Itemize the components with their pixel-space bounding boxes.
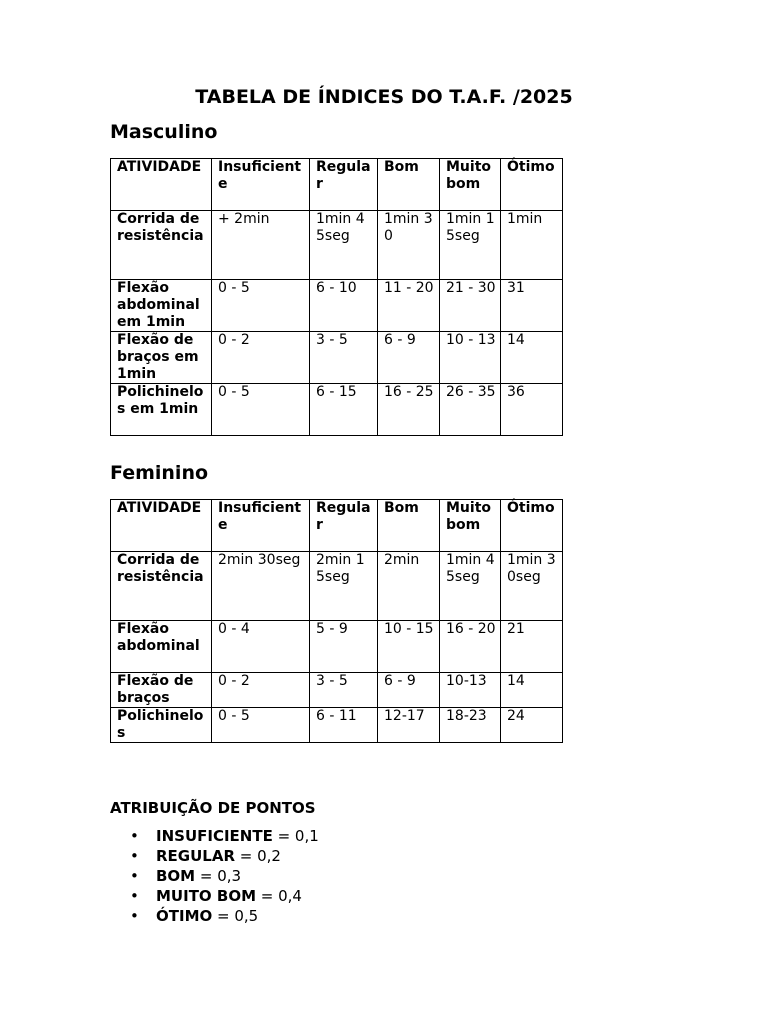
index-cell: 5 - 9: [310, 621, 378, 673]
index-cell: 3 - 5: [310, 673, 378, 708]
index-cell: 14: [501, 673, 563, 708]
points-level-label: ÓTIMO: [156, 907, 213, 925]
index-cell: 1min 45seg: [310, 211, 378, 280]
index-cell: 21: [501, 621, 563, 673]
points-level-label: BOM: [156, 867, 196, 885]
points-item: [110, 826, 319, 846]
activity-cell: Flexão de braços em 1min: [111, 332, 212, 384]
points-value: = 0,4: [256, 887, 302, 905]
column-header: Bom: [378, 159, 440, 211]
activity-cell: Flexão abdominal: [111, 621, 212, 673]
points-level-label: REGULAR: [156, 847, 236, 865]
column-header: Bom: [378, 500, 440, 552]
index-cell: 6 - 9: [378, 332, 440, 384]
index-cell: 3 - 5: [310, 332, 378, 384]
index-cell: 1min: [501, 211, 563, 280]
table-header-row: [111, 500, 563, 552]
index-cell: 24: [501, 708, 563, 743]
index-cell: 31: [501, 280, 563, 332]
index-cell: 10-13: [440, 673, 501, 708]
table-row: [111, 673, 563, 708]
points-item: [110, 886, 319, 906]
index-cell: 6 - 15: [310, 384, 378, 436]
table-row: [111, 708, 563, 743]
points-item: [110, 846, 319, 866]
column-header: Muito bom: [440, 159, 501, 211]
points-value: = 0,2: [235, 847, 281, 865]
index-cell: 18-23: [440, 708, 501, 743]
activity-cell: Corrida de resistência: [111, 552, 212, 621]
index-cell: 16 - 25: [378, 384, 440, 436]
index-cell: 2min 30seg: [212, 552, 310, 621]
index-cell: 0 - 4: [212, 621, 310, 673]
table-row: [111, 332, 563, 384]
index-cell: 1min 15seg: [440, 211, 501, 280]
activity-cell: Flexão abdominal em 1min: [111, 280, 212, 332]
table-feminino: [110, 499, 563, 743]
index-cell: 16 - 20: [440, 621, 501, 673]
index-cell: 1min 45seg: [440, 552, 501, 621]
activity-cell: Corrida de resistência: [111, 211, 212, 280]
page-title: TABELA DE ÍNDICES DO T.A.F. /2025: [195, 86, 573, 108]
index-cell: + 2min: [212, 211, 310, 280]
activity-cell: Flexão de braços: [111, 673, 212, 708]
column-header: Regular: [310, 500, 378, 552]
index-cell: 0 - 5: [212, 280, 310, 332]
index-cell: 0 - 5: [212, 708, 310, 743]
column-header: Insuficiente: [212, 500, 310, 552]
index-cell: 21 - 30: [440, 280, 501, 332]
index-cell: 0 - 2: [212, 673, 310, 708]
index-cell: 26 - 35: [440, 384, 501, 436]
bullet-icon: •: [130, 907, 139, 925]
index-cell: 0 - 5: [212, 384, 310, 436]
points-level-label: MUITO BOM: [156, 887, 257, 905]
table-row: [111, 280, 563, 332]
index-cell: 14: [501, 332, 563, 384]
bullet-icon: •: [130, 887, 139, 905]
index-cell: 1min 30: [378, 211, 440, 280]
table-row: [111, 621, 563, 673]
column-header: ATIVIDADE: [111, 500, 212, 552]
index-cell: 2min: [378, 552, 440, 621]
points-item: [110, 866, 319, 886]
index-cell: 6 - 10: [310, 280, 378, 332]
index-cell: 6 - 11: [310, 708, 378, 743]
index-cell: 6 - 9: [378, 673, 440, 708]
column-header: Regular: [310, 159, 378, 211]
table-row: [111, 211, 563, 280]
points-item: [110, 906, 319, 926]
section-heading-feminino: Feminino: [110, 462, 209, 484]
bullet-icon: •: [130, 867, 139, 885]
index-cell: 36: [501, 384, 563, 436]
table-row: [111, 384, 563, 436]
index-cell: 11 - 20: [378, 280, 440, 332]
table-row: [111, 552, 563, 621]
index-cell: 10 - 13: [440, 332, 501, 384]
column-header: Muito bom: [440, 500, 501, 552]
table-header-row: [111, 159, 563, 211]
index-cell: 2min 15seg: [310, 552, 378, 621]
index-cell: 12-17: [378, 708, 440, 743]
column-header: Insuficiente: [212, 159, 310, 211]
points-value: = 0,5: [212, 907, 259, 925]
column-header: ATIVIDADE: [111, 159, 212, 211]
activity-cell: Polichinelos: [111, 708, 212, 743]
bullet-icon: •: [130, 827, 139, 845]
points-value: = 0,1: [272, 827, 319, 845]
points-list: [110, 826, 319, 926]
index-cell: 10 - 15: [378, 621, 440, 673]
index-cell: 0 - 2: [212, 332, 310, 384]
points-level-label: INSUFICIENTE: [156, 827, 273, 845]
column-header: Ótimo: [501, 500, 563, 552]
table-masculino: [110, 158, 563, 436]
activity-cell: Polichinelos em 1min: [111, 384, 212, 436]
points-heading: ATRIBUIÇÃO DE PONTOS: [110, 799, 316, 817]
column-header: Ótimo: [501, 159, 563, 211]
section-heading-masculino: Masculino: [110, 121, 218, 143]
bullet-icon: •: [130, 847, 139, 865]
points-value: = 0,3: [195, 867, 242, 885]
index-cell: 1min 30seg: [501, 552, 563, 621]
